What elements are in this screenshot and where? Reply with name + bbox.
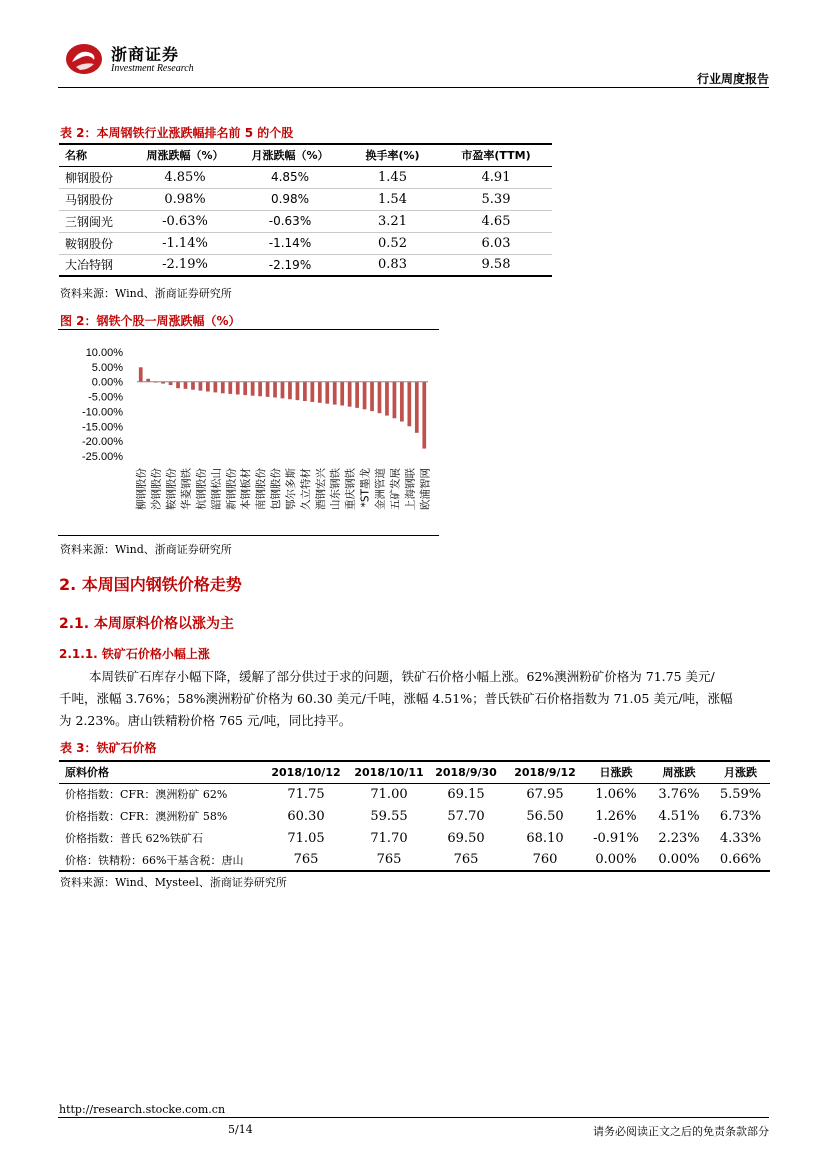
bar <box>169 382 173 385</box>
x-tick-label: 杭钢股份 <box>195 468 208 510</box>
table2-col-week: 周涨跌幅（%） <box>135 144 235 166</box>
table-row <box>59 827 770 849</box>
table3 <box>59 760 770 872</box>
table2-title: 表 2：本周钢铁行业涨跌幅排名前 5 的个股 <box>60 126 294 140</box>
bar <box>221 382 225 394</box>
table2-cell: 柳钢股份 <box>59 166 135 188</box>
bar <box>422 382 426 449</box>
y-tick-label: 10.00% <box>85 347 123 359</box>
figure2-title: 图 2：钢铁个股一周涨跌幅（%） <box>60 314 241 328</box>
table-row <box>59 254 552 276</box>
table2-cell: 马钢股份 <box>59 188 135 210</box>
bar <box>340 382 344 406</box>
table2-cell: 1.45 <box>345 166 440 188</box>
bar <box>333 382 337 405</box>
table3-col: 2018/10/11 <box>351 761 427 783</box>
bar <box>370 382 374 411</box>
table-row <box>59 188 552 210</box>
table2-source: 资料来源：Wind、浙商证券研究所 <box>60 287 232 300</box>
figure2-source: 资料来源：Wind、浙商证券研究所 <box>60 543 232 556</box>
x-tick-label: 重庆钢铁 <box>344 468 357 510</box>
table-row <box>59 805 770 827</box>
bar <box>318 382 322 403</box>
table3-cell: 69.50 <box>447 830 485 846</box>
page-number: 5/14 <box>228 1123 253 1136</box>
bar <box>206 382 210 392</box>
table2-cell: 6.03 <box>440 232 552 254</box>
x-tick-label: 沙钢股份 <box>150 468 163 510</box>
table2-col-month: 月涨跌幅（%） <box>235 144 345 166</box>
table3-col: 原料价格 <box>59 761 261 783</box>
table3-cell: 4.51% <box>658 808 700 824</box>
table3-cell: 67.95 <box>526 786 564 802</box>
paragraph-line: 本周铁矿石库存小幅下降，缓解了部分供过于求的问题，铁矿石价格小幅上涨。62%澳洲粉矿价格为 71.75 美元/ <box>89 669 715 684</box>
bar <box>407 382 411 427</box>
table2-cell: 1.54 <box>345 188 440 210</box>
table3-cell: 68.10 <box>526 830 564 846</box>
table3-cell: 0.66% <box>711 849 770 871</box>
table2-cell: 0.98% <box>235 188 345 210</box>
bar <box>199 382 203 391</box>
x-tick-label: 柳钢股份 <box>135 468 148 510</box>
table3-cell: 56.50 <box>526 808 564 824</box>
table3-cell: 0.00% <box>585 849 647 871</box>
x-tick-label: 山东钢铁 <box>329 468 342 510</box>
bar <box>310 382 314 402</box>
brand-name-en: Investment Research <box>111 63 194 74</box>
table2-cell: -2.19% <box>235 254 345 276</box>
table3-cell: 765 <box>427 849 505 871</box>
brand-name-cn: 浙商证券 <box>111 45 180 64</box>
y-tick-label: -10.00% <box>82 406 123 419</box>
bar <box>303 382 307 401</box>
table3-cell: 价格：铁精粉：66%干基含税：唐山 <box>59 849 261 871</box>
table3-cell: 6.73% <box>719 808 762 824</box>
bar <box>251 382 255 396</box>
table-row <box>59 166 552 188</box>
table3-cell: 71.70 <box>370 830 408 846</box>
table2-cell: 三钢闽光 <box>59 210 135 232</box>
table2-cell: 4.85% <box>235 166 345 188</box>
table2-cell: 5.39 <box>440 188 552 210</box>
figure2-bottom-rule <box>58 535 439 536</box>
table3-cell: 3.76% <box>658 786 700 802</box>
table3-col: 2018/10/12 <box>261 761 351 783</box>
table3-cell: 4.33% <box>719 830 762 846</box>
x-tick-label: 华菱钢铁 <box>180 468 193 510</box>
bar <box>348 382 352 407</box>
bar <box>213 382 217 393</box>
table3-cell: 价格指数：CFR：澳洲粉矿 58% <box>65 810 228 823</box>
table-row <box>59 849 770 871</box>
table3-cell: 5.59% <box>719 786 762 802</box>
table2-cell: 4.65 <box>440 210 552 232</box>
bar <box>296 382 300 400</box>
x-tick-label: 欧浦智网 <box>419 468 432 510</box>
x-tick-label: 久立特材 <box>299 468 312 510</box>
table3-cell: 57.70 <box>447 808 485 824</box>
table3-cell: 69.15 <box>447 786 485 802</box>
x-tick-label: 鞍钢股份 <box>165 468 178 510</box>
bar <box>400 382 404 422</box>
table2-col-name: 名称 <box>59 144 135 166</box>
table3-cell: -0.91% <box>593 830 639 846</box>
table3-title: 表 3：铁矿石价格 <box>60 741 157 755</box>
paragraph-line: 千吨，涨幅 3.76%；58%澳洲粉矿价格为 60.30 美元/千吨，涨幅 4.51%；普氏铁矿石价格指数为 71.05 美元/吨，涨幅 <box>59 691 733 706</box>
bar <box>266 382 270 397</box>
x-tick-label: 新钢股份 <box>225 468 238 510</box>
footer-divider <box>58 1117 769 1118</box>
table3-col: 2018/9/30 <box>427 761 505 783</box>
table2-header-row <box>59 144 552 166</box>
table3-cell: 760 <box>505 849 585 871</box>
table2-cell: -1.14% <box>235 232 345 254</box>
report-type: 行业周度报告 <box>696 72 769 86</box>
table3-cell: 71.00 <box>370 786 408 802</box>
table3-cell: 71.75 <box>287 786 325 802</box>
subsubsection-heading: 2.1.1. 铁矿石价格小幅上涨 <box>59 647 210 661</box>
footer-disclaimer: 请务必阅读正文之后的免责条款部分 <box>593 1125 769 1138</box>
paragraph-line: 为 2.23%。唐山铁精粉价格 765 元/吨，同比持平。 <box>59 713 352 728</box>
bar <box>243 382 247 395</box>
y-tick-label: -5.00% <box>88 391 123 404</box>
x-tick-label: 本钢板材 <box>240 468 253 510</box>
bar <box>184 382 188 389</box>
bar <box>363 382 367 410</box>
table2-col-pe: 市盈率(TTM) <box>440 144 552 166</box>
table-row <box>59 783 770 805</box>
table2-cell: 0.98% <box>135 188 235 210</box>
table3-cell: 765 <box>261 849 351 871</box>
table2 <box>59 143 552 277</box>
bar <box>139 367 143 381</box>
bar <box>236 382 240 395</box>
bar <box>288 382 292 400</box>
bar <box>191 382 195 390</box>
table2-col-turnover: 换手率(%) <box>345 144 440 166</box>
bar <box>378 382 382 414</box>
table3-cell: 2.23% <box>658 830 700 846</box>
bar <box>325 382 329 404</box>
table2-cell: 大冶特钢 <box>59 254 135 276</box>
y-tick-label: 5.00% <box>91 361 123 374</box>
table3-cell: 60.30 <box>287 808 325 824</box>
table3-col: 2018/9/12 <box>505 761 585 783</box>
y-tick-label: -15.00% <box>82 421 123 434</box>
bar <box>355 382 359 408</box>
y-tick-label: -20.00% <box>82 436 123 449</box>
table2-cell: -0.63% <box>235 210 345 232</box>
table3-cell: 59.55 <box>370 808 408 824</box>
bar <box>176 382 180 389</box>
table3-cell: 价格指数：CFR：澳洲粉矿 62% <box>65 788 228 802</box>
header-divider <box>58 87 769 88</box>
table3-cell: 765 <box>351 849 427 871</box>
x-tick-label: 鄂尔多斯 <box>284 468 297 510</box>
x-tick-label: 酒钢宏兴 <box>314 468 327 510</box>
table2-cell: 9.58 <box>440 254 552 276</box>
table3-cell: 1.26% <box>595 808 637 824</box>
bar <box>228 382 232 394</box>
table2-cell: 4.85% <box>135 166 235 188</box>
table3-col: 日涨跌 <box>585 761 647 783</box>
section-heading: 2. 本周国内钢铁价格走势 <box>59 575 242 594</box>
x-tick-label: *ST墨龙 <box>359 468 372 508</box>
bar <box>385 382 389 416</box>
subsection-heading: 2.1. 本周原料价格以涨为主 <box>59 616 234 632</box>
figure2-top-rule <box>58 329 439 330</box>
y-tick-label: 0.00% <box>91 376 123 389</box>
table2-cell: -1.14% <box>135 232 235 254</box>
table3-col: 周涨跌 <box>647 761 711 783</box>
x-tick-label: 韶钢松山 <box>210 468 223 510</box>
table2-cell: -2.19% <box>135 254 235 276</box>
table3-cell: 0.00% <box>647 849 711 871</box>
table2-cell: 4.91 <box>440 166 552 188</box>
company-logo <box>64 40 104 76</box>
table3-source: 资料来源：Wind、Mysteel、浙商证券研究所 <box>60 876 287 889</box>
x-tick-label: 金洲管道 <box>374 468 387 510</box>
table3-cell: 价格指数：普氏 62%铁矿石 <box>65 832 203 845</box>
table2-cell: 鞍钢股份 <box>59 232 135 254</box>
footer-url[interactable]: http://research.stocke.com.cn <box>59 1103 226 1116</box>
table3-header-row <box>59 761 770 783</box>
table-row <box>59 210 552 232</box>
table-row <box>59 232 552 254</box>
y-tick-label: -25.00% <box>82 451 123 463</box>
table2-cell: 0.83 <box>345 254 440 276</box>
bar <box>393 382 397 419</box>
table2-cell: 3.21 <box>345 210 440 232</box>
table3-cell: 1.06% <box>595 786 637 802</box>
bar <box>415 382 419 433</box>
bar <box>273 382 277 398</box>
x-tick-label: 包钢股份 <box>270 468 283 510</box>
table3-cell: 71.05 <box>287 830 325 846</box>
bar <box>281 382 285 399</box>
x-tick-label: 南钢股份 <box>255 468 268 510</box>
bar <box>258 382 262 397</box>
table3-col: 月涨跌 <box>711 761 770 783</box>
x-tick-label: 上海钢联 <box>404 468 417 510</box>
x-tick-label: 五矿发展 <box>389 468 402 510</box>
table2-cell: -0.63% <box>135 210 235 232</box>
chart <box>58 332 439 532</box>
table2-cell: 0.52 <box>345 232 440 254</box>
